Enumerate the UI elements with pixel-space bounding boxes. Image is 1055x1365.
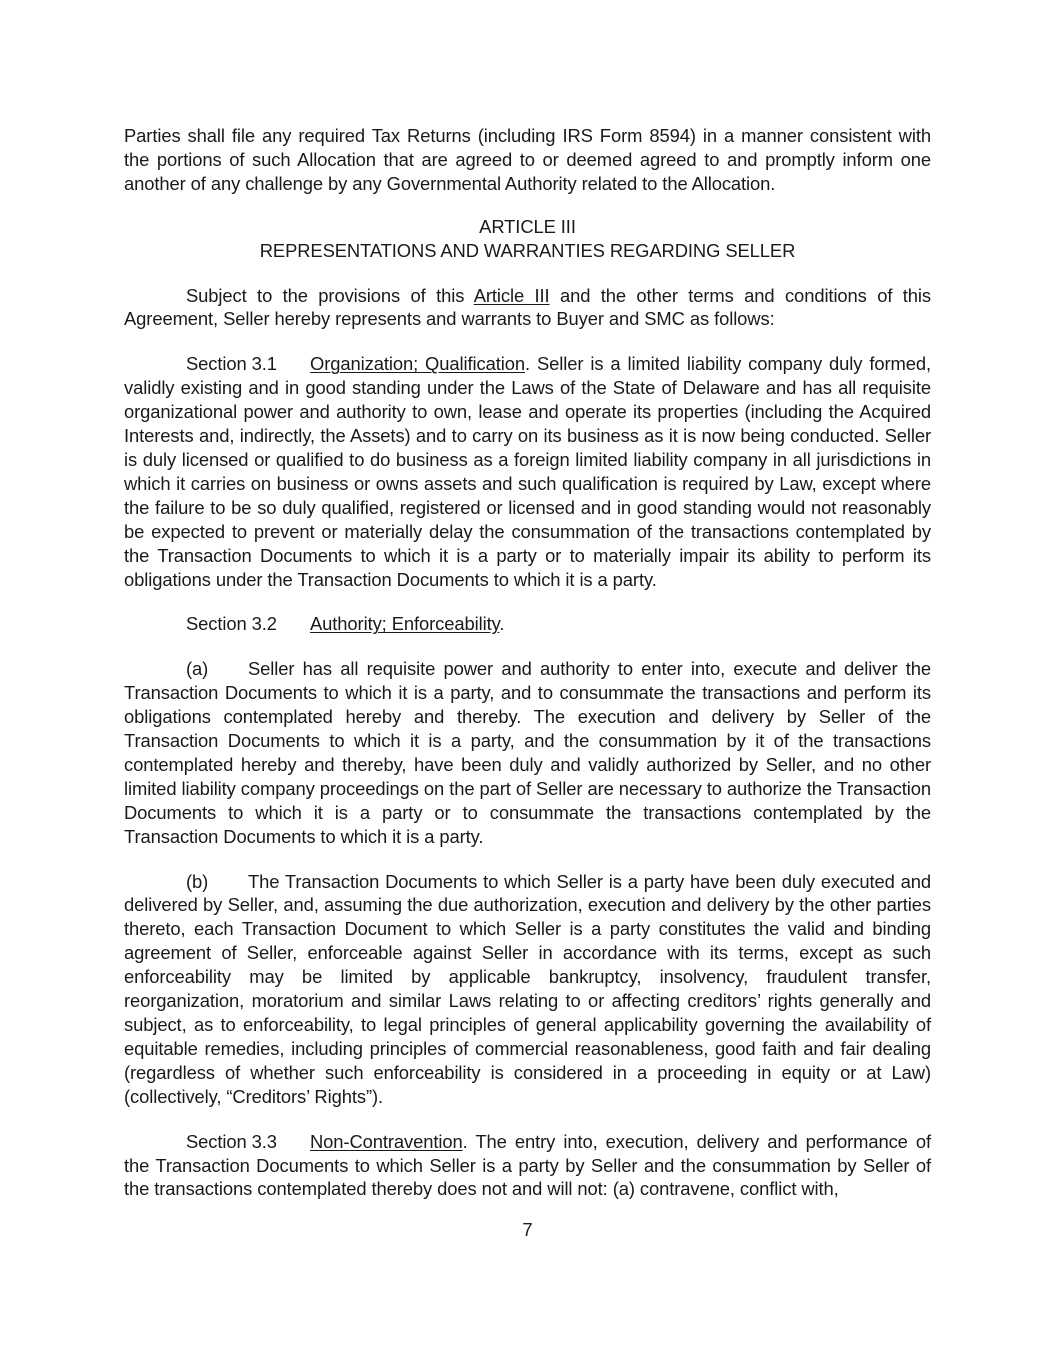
article-number: ARTICLE III bbox=[479, 215, 576, 237]
article-reference-link[interactable]: Article III bbox=[473, 284, 550, 306]
section-3-1 bbox=[124, 352, 931, 591]
article-title: REPRESENTATIONS AND WARRANTIES REGARDING SELLER bbox=[259, 239, 796, 261]
section-heading: Organization; Qualification bbox=[310, 353, 525, 375]
subsection-a bbox=[124, 657, 931, 848]
section-heading-period: . bbox=[462, 1130, 476, 1152]
section-number: Section 3.1 bbox=[186, 353, 277, 375]
subsection-label: (b) bbox=[186, 870, 209, 892]
page-number: 7 bbox=[522, 1219, 533, 1240]
section-body: Seller is a limited liability company duly formed, validly existing and in good standing under the Laws of the State of Delaware and has all requisite organizational power and authority to own, lease and operate its properties (including the Acquired Interests and, indirectly, the Assets) and to carry on its business as it is now being conducted. Seller is duly licensed or qualified to do business as a foreign limited liability company in all jurisdictions in which it carries on business or owns assets and such qualification is required by Law, except where the failure to be so duly qualified, registered or licensed and in good standing would not reasonably be expected to prevent or materially delay the consummation of the transactions contemplated by the Transaction Documents to which it is a party or to materially impair its ability to perform its obligations under the Transaction Documents to which it is a party. bbox=[124, 353, 931, 590]
preamble-paragraph bbox=[124, 284, 931, 332]
subsection-b bbox=[124, 870, 931, 1109]
section-3-3 bbox=[124, 1130, 931, 1202]
subsection-label: (a) bbox=[186, 658, 209, 680]
preamble-text-before: Subject to the provisions of this bbox=[186, 284, 474, 306]
subsection-body: The Transaction Documents to which Seller is a party have been duly executed and delivered by Seller, and, assuming the due authorization, execution and delivery by the other parties thereto, each Transaction Document to which Seller is a party constitutes the valid and binding agreement of Seller, enforceable against Seller in accordance with its terms, except as such enforceability may be limited by applicable bankruptcy, insolvency, fraudulent transfer, reorganization, moratorium and similar Laws relating to or affecting creditors’ rights generally and subject, as to enforceability, to legal principles of general applicability governing the availability of equitable remedies, including principles of commercial reasonableness, good faith and fair dealing (regardless of whether such enforceability is considered in a proceeding in equity or at Law) (collectively, “Creditors’ Rights”). bbox=[124, 870, 931, 1107]
intro-paragraph: Parties shall file any required Tax Returns (including IRS Form 8594) in a manner consistent with the portions of such Allocation that are agreed to or deemed agreed to and promptly inform one another of any challenge by any Governmental Authority related to the Allocation. bbox=[124, 125, 931, 194]
section-heading-period: . bbox=[524, 353, 537, 375]
section-heading: Non-Contravention bbox=[310, 1130, 463, 1152]
subsection-body: Seller has all requisite power and authority to enter into, execute and deliver the Transaction Documents to which it is a party, and to consummate the transactions and perform its obligations contemplated hereby and thereby. The execution and delivery by Seller of the Transaction Documents to which it is a party, and the consummation by it of the transactions contemplated hereby and thereby, have been duly and validly authorized by Seller, and no other limited liability company proceedings on the part of Seller are necessary to authorize the Transaction Documents to which it is a party or to consummate the transactions contemplated by the Transaction Documents to which it is a party. bbox=[124, 658, 931, 847]
section-number: Section 3.3 bbox=[186, 1130, 277, 1152]
document-page bbox=[124, 124, 931, 1201]
preamble-text-after: and the other terms and conditions of this Agreement, Seller hereby represents and warrants to Buyer and SMC as follows: bbox=[124, 284, 931, 330]
section-number: Section 3.2 bbox=[186, 613, 277, 635]
section-heading: Authority; Enforceability bbox=[310, 613, 500, 635]
section-3-2 bbox=[124, 612, 931, 636]
section-body: The entry into, execution, delivery and performance of the Transaction Documents to which Seller is a party by Seller and the consummation by Seller of the transactions contemplated thereby does not and will not: (a) contravene, conflict with, bbox=[124, 1130, 932, 1200]
section-heading-period: . bbox=[499, 613, 505, 635]
